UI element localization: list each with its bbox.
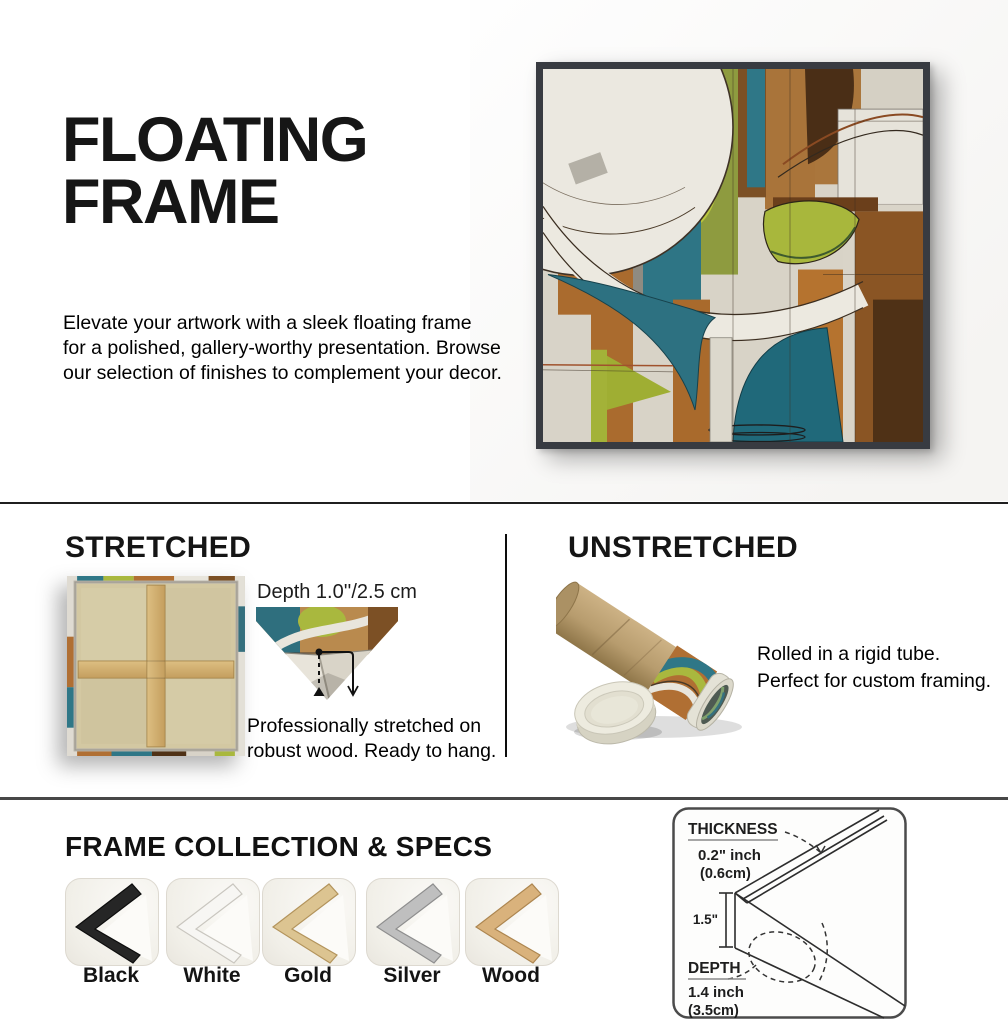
stretched-title: STRETCHED	[65, 531, 252, 564]
swatch-label-gold: Gold	[284, 964, 332, 987]
hero-description-line: Elevate your artwork with a sleek floating frame	[63, 312, 472, 334]
thickness-metric: (0.6cm)	[700, 866, 751, 882]
unstretched-caption-line: Perfect for custom framing.	[757, 670, 992, 692]
stretched-caption-line: Professionally stretched on	[247, 715, 482, 737]
depth-metric: (3.5cm)	[688, 1003, 739, 1019]
thickness-value: 0.2" inch	[698, 847, 761, 864]
section-divider-bottom	[0, 797, 1008, 800]
swatch-label-black: Black	[82, 964, 140, 987]
hero-description-line: for a polished, gallery-worthy presentation. Browse	[63, 337, 501, 359]
page-title	[62, 105, 368, 237]
depth-label: Depth 1.0''/2.5 cm	[257, 581, 417, 603]
vertical-divider	[505, 534, 507, 757]
depth-label: DEPTH	[688, 960, 741, 977]
frame-swatch-black	[65, 878, 159, 966]
swatch-label-silver: Silver	[383, 964, 441, 987]
frame-swatch-silver	[366, 878, 460, 966]
stretched-caption	[247, 714, 496, 763]
height-value: 1.5"	[692, 912, 718, 927]
corner-detail-photo	[256, 607, 398, 702]
frame-swatch-white	[166, 878, 260, 966]
section-divider-top	[0, 502, 1008, 504]
page-title-line1: FLOATING	[62, 105, 368, 175]
unstretched-title: UNSTRETCHED	[568, 531, 798, 564]
swatch-label-wood: Wood	[482, 964, 540, 987]
abstract-artwork	[543, 69, 923, 442]
thickness-label: THICKNESS	[688, 821, 778, 838]
frame-collection-title: FRAME COLLECTION & SPECS	[65, 831, 493, 862]
stretched-canvas-photo	[67, 576, 245, 756]
frame-swatch-wood	[465, 878, 559, 966]
floating-frame-artwork	[536, 62, 930, 449]
hero-description-line: our selection of finishes to complement your decor.	[63, 362, 502, 384]
stretched-caption-line: robust wood. Ready to hang.	[247, 739, 497, 762]
unstretched-caption	[757, 641, 991, 695]
shipping-tube-photo	[556, 572, 748, 748]
page-title-line2: FRAME	[62, 167, 279, 237]
frame-swatch-gold	[262, 878, 356, 966]
swatch-label-white: White	[183, 964, 241, 987]
frame-spec-diagram	[672, 807, 907, 1019]
unstretched-caption-line: Rolled in a rigid tube.	[757, 643, 941, 665]
hero-description	[63, 311, 502, 386]
depth-value: 1.4 inch	[688, 984, 744, 1001]
